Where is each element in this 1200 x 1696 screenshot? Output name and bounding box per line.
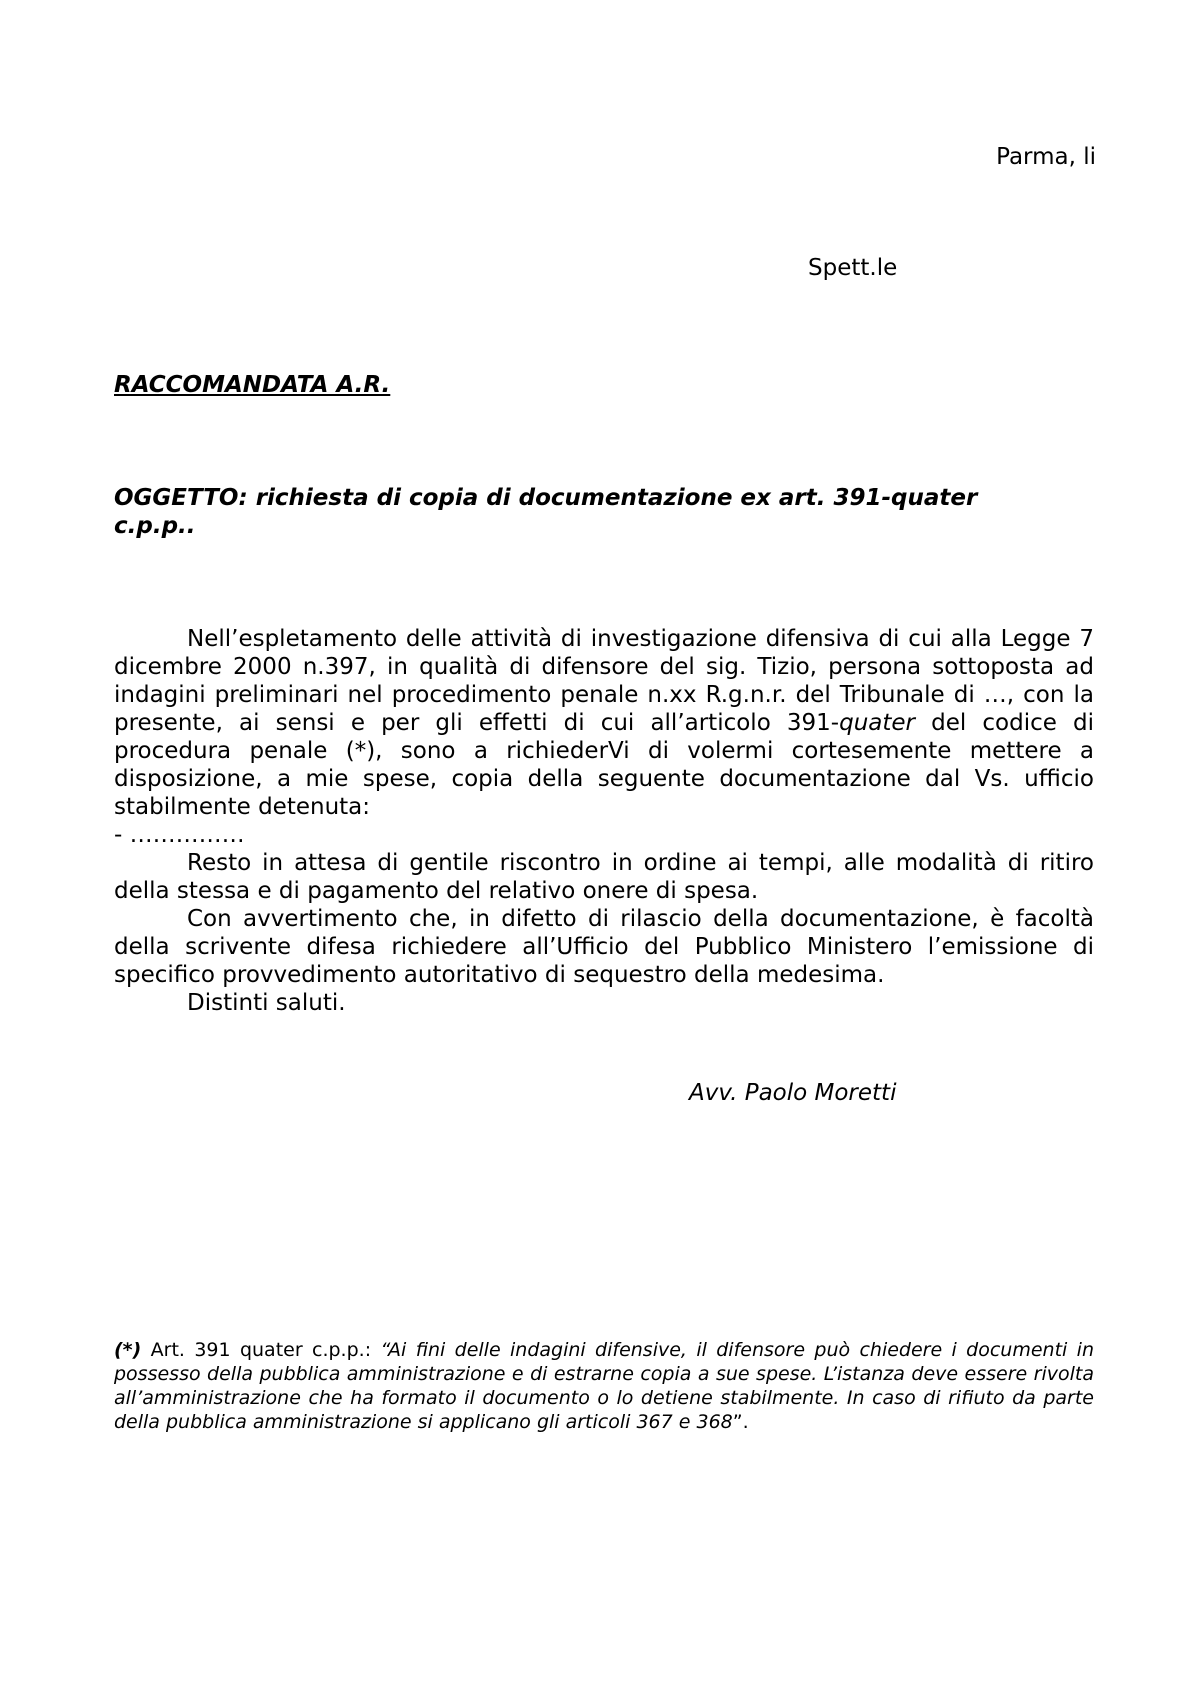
subject-line xyxy=(114,484,1034,540)
body-paragraph-2: Resto in attesa di gentile riscontro in ordine ai tempi, alle modalità di ritiro della stessa e di pagamento del relativo onere di spesa. xyxy=(114,850,1094,904)
document-list-item: - …………… xyxy=(114,822,245,848)
footnote-quote: “Ai fini delle indagini difensive, il difensore può chiedere i documenti in possesso della pubblica amministrazione e di estrarne copia a sue spese. L’istanza deve essere rivolta all’amministrazione che ha formato il documento o lo detiene stabilmente. In caso di rifiuto da parte della pubblica amministrazione si applicano gli articoli 367 e 368 xyxy=(114,1339,1094,1433)
footnote-reference: Art. 391 quater c.p.p.: xyxy=(141,1339,381,1361)
signature: Avv. Paolo Moretti xyxy=(689,1080,897,1106)
body-paragraph-3: Con avvertimento che, in difetto di rilascio della documentazione, è facoltà della scrivente difesa richiedere all’Ufficio del Pubblico Ministero l’emissione di specifico provvedimento autoritativo di sequestro della medesima. xyxy=(114,906,1094,988)
subject-label: OGGETTO xyxy=(114,485,239,511)
date-line: Parma, li xyxy=(996,144,1096,170)
letter-body xyxy=(114,625,1094,1017)
closing-greeting: Distinti saluti. xyxy=(187,990,346,1016)
registered-mail-heading: RACCOMANDATA A.R. xyxy=(114,372,391,398)
body-paragraph-1 xyxy=(114,625,1094,821)
subject-text: : richiesta di copia di documentazione ex art. 391-quater c.p.p.. xyxy=(114,485,978,539)
paragraph-1-italic: quater xyxy=(839,710,915,736)
footnote-end: ”. xyxy=(732,1411,749,1433)
recipient-salutation: Spett.le xyxy=(808,255,898,281)
paragraph-1-text-b: del codice di procedura penale (*), sono a richiederVi di volermi cortesemente mettere a disposizione, a mie spese, copia della seguente documentazione dal Vs. ufficio stabilmente detenuta: xyxy=(114,710,1094,820)
footnote-mark: (*) xyxy=(114,1339,142,1361)
paragraph-1-text-a: Nell’espletamento delle attività di investigazione difensiva di cui alla Legge 7 dicembre 2000 n.397, in qualità di difensore del sig. Tizio, persona sottoposta ad indagini preliminari nel procedimento penale n.xx R.g.n.r. del Tribunale di …, con la presente, ai sensi e per gli effetti di cui all’articolo 391- xyxy=(114,626,1094,736)
footnote xyxy=(114,1338,1094,1434)
